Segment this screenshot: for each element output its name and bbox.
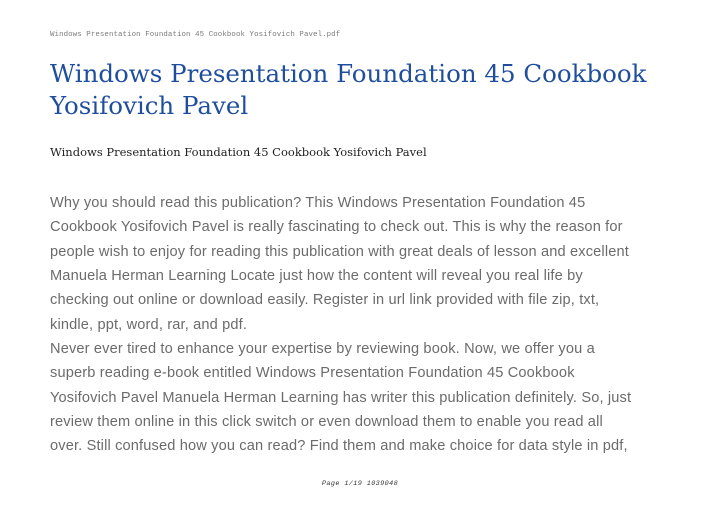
document-subtitle: Windows Presentation Foundation 45 Cookbook Yosifovich Pavel	[50, 145, 427, 159]
page-number-footer: Page 1/19 1039048	[321, 480, 399, 488]
body-text	[50, 191, 690, 459]
body-line: superb reading e-book entitled Windows Presentation Foundation 45 Cookbook	[50, 365, 575, 382]
body-line: Why you should read this publication? This Windows Presentation Foundation 45	[50, 195, 586, 211]
body-line: people wish to enjoy for reading this publication with great deals of lesson and excellent	[50, 243, 629, 260]
body-line: Manuela Herman Learning Locate just how the content will reveal you real life by	[50, 268, 583, 285]
running-header-filename: Windows Presentation Foundation 45 Cookbook Yosifovich Pavel.pdf	[50, 31, 341, 39]
body-line: kindle, ppt, word, rar, and pdf.	[50, 316, 248, 333]
body-line: Yosifovich Pavel Manuela Herman Learning has writer this publication definitely. So, just	[50, 389, 632, 406]
body-line: Cookbook Yosifovich Pavel is really fascinating to check out. This is why the reason for	[50, 219, 623, 236]
document-title: Windows Presentation Foundation 45 Cookbook Yosifovich Pavel	[50, 59, 647, 120]
body-line: Never ever tired to enhance your expertise by reviewing book. Now, we offer you a	[50, 341, 595, 358]
body-line: checking out online or download easily. Register in url link provided with file zip, txt,	[50, 292, 600, 309]
body-line: review them online in this click switch or even download them to enable you read all	[50, 414, 603, 431]
body-line: over. Still confused how you can read? Find them and make choice for data style in pdf,	[50, 438, 628, 455]
